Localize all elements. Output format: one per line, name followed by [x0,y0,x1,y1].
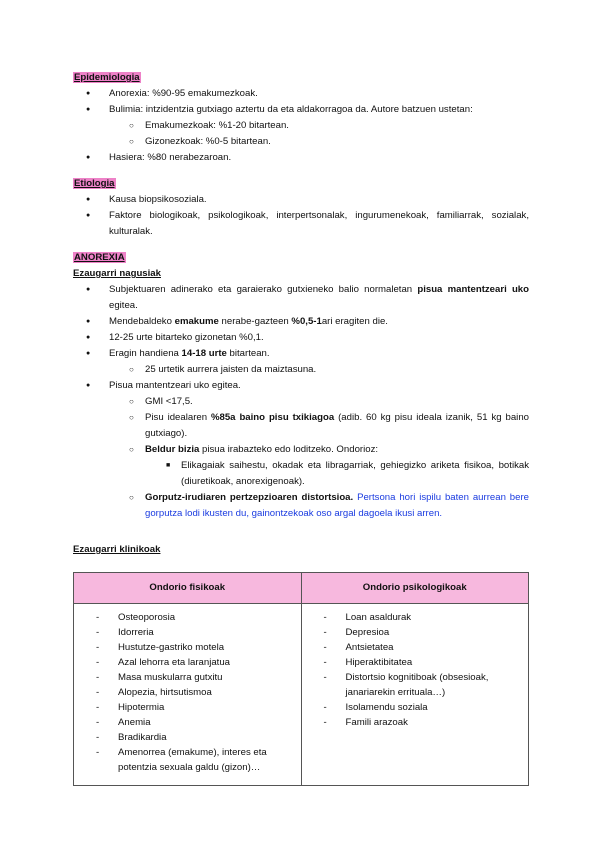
anorexia-section [73,250,529,522]
list-item: ● 12-25 urte bitarteko gizonetan %0,1. [73,330,529,346]
list-item: - Osteoporosia [78,610,297,625]
list-item: ○ Emakumezkoak: %1-20 bitartean. [73,118,529,134]
klinikoak-section [73,542,529,786]
list-item: - Hiperaktibitatea [306,655,525,670]
ezaugarri-klinikoak-heading: Ezaugarri klinikoak [73,544,161,555]
list-item: ● Anorexia: %90-95 emakumezkoak. [73,86,529,102]
list-item: ■ Elikagaiak saihestu, okadak eta libragarriak, gehiegizko ariketa fisikoa, botikak (diuretikoak, anorexigenoak). [73,458,529,490]
psikologikoak-cell [301,604,529,786]
list-item: - Antsietatea [306,640,525,655]
list-item: - Hustutze-gastriko motela [78,640,297,655]
list-item: ● Mendebaldeko emakume nerabe-gazteen %0,5-1ari eragiten die. [73,314,529,330]
list-item: - Bradikardia [78,730,297,745]
list-item: ● Subjektuaren adinerako eta garaierako gutxieneko balio normaletan pisua mantentzeari uko egitea. [73,282,529,314]
list-item: ○ Pisu idealaren %85a baino pisu txikiagoa (adib. 60 kg pisu ideala izanik, 51 kg baino gutxiago). [73,410,529,442]
list-item: - Hipotermia [78,700,297,715]
list-item: - Depresioa [306,625,525,640]
list-item: - Masa muskularra gutxitu [78,670,297,685]
etiologia-section [73,176,529,240]
etiologia-heading: Etiologia [74,178,115,189]
list-item: ● Hasiera: %80 nerabezaroan. [73,150,529,166]
epidemiologia-section [73,70,529,166]
table-header-fisikoak: Ondorio fisikoak [74,573,302,604]
list-item: - Isolamendu soziala [306,700,525,715]
list-item: - Idorreria [78,625,297,640]
fisikoak-cell [74,604,302,786]
list-item: - Alopezia, hirtsutismoa [78,685,297,700]
epidemiologia-heading: Epidemiologia [74,72,140,83]
ezaugarri-nagusiak-heading: Ezaugarri nagusiak [73,268,161,279]
consequences-table [73,572,529,786]
list-item: - Amenorrea (emakume), interes eta potentzia sexuala galdu (gizon)… [78,745,297,775]
list-item: ○ Beldur bizia pisua irabazteko edo loditzeko. Ondorioz: [73,442,529,458]
list-item: ● Pisua mantentzeari uko egitea. [73,378,529,394]
list-item: ● Eragin handiena 14-18 urte bitartean. [73,346,529,362]
document-page [73,70,529,786]
list-item: - Azal lehorra eta laranjatua [78,655,297,670]
table-header-psikologikoak: Ondorio psikologikoak [301,573,529,604]
list-item: - Loan asaldurak [306,610,525,625]
list-item: - Distortsio kognitiboak (obsesioak, janariarekin errituala…) [306,670,525,700]
list-item: ● Kausa biopsikosoziala. [73,192,529,208]
anorexia-heading: ANOREXIA [74,252,125,263]
list-item: ○ 25 urtetik aurrera jaisten da maiztasuna. [73,362,529,378]
list-item: - Anemia [78,715,297,730]
list-item: ○ Gorputz-irudiaren pertzepzioaren distortsioa. Pertsona hori ispilu baten aurrean bere gorputza lodi ikusten du, gainontzekoak oso argal dagoela ikusi arren. [73,490,529,522]
list-item: ○ Gizonezkoak: %0-5 bitartean. [73,134,529,150]
list-item: - Famili arazoak [306,715,525,730]
list-item: ● Faktore biologikoak, psikologikoak, interpertsonalak, ingurumenekoak, familiarrak, sozialak, kulturalak. [73,208,529,240]
list-item: ○ GMI <17,5. [73,394,529,410]
list-item: ● Bulimia: intzidentzia gutxiago aztertu da eta aldakorragoa da. Autore batzuen ustetan: [73,102,529,118]
